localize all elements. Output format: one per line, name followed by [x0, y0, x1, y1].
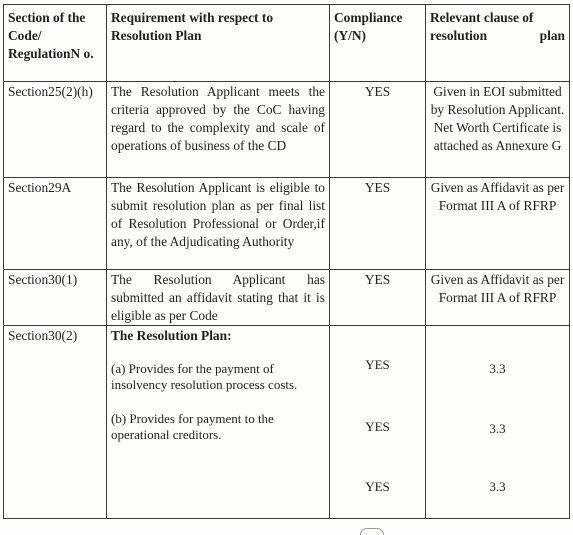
header-row — [4, 5, 570, 82]
clause-value: 3.3 — [489, 479, 506, 494]
page-edge-mark — [360, 528, 384, 535]
compliance-table — [3, 4, 570, 519]
table-row — [4, 326, 570, 519]
section-cell: Section29A — [4, 178, 107, 270]
compliance-cell: YES — [330, 178, 426, 270]
header-compliance: Compliance (Y/N) — [330, 5, 426, 82]
item-b-text: (b) Provides for payment to the operational creditors. — [111, 411, 274, 442]
header-section: Section of the Code/ RegulationN o. — [4, 5, 107, 82]
clause-cell: Given as Affidavit as per Format III A of RFRP — [426, 270, 570, 326]
compliance-value: YES — [365, 419, 390, 434]
table-row — [4, 270, 570, 326]
header-requirement: Requirement with respect to Resolution Plan — [107, 5, 330, 82]
section-cell: Section25(2)(h) — [4, 82, 107, 178]
compliance-cell — [330, 326, 426, 519]
compliance-value: YES — [365, 357, 390, 372]
section-cell: Section30(1) — [4, 270, 107, 326]
compliance-value: YES — [365, 479, 390, 494]
requirement-cell: The Resolution Applicant meets the criteria approved by the CoC having regard to the complexity and scale of operations of business of the CD — [107, 82, 330, 178]
compliance-cell: YES — [330, 82, 426, 178]
resolution-plan-title: The Resolution Plan: — [111, 328, 232, 343]
section-cell: Section30(2) — [4, 326, 107, 519]
clause-cell: Given in EOI submitted by Resolution Applicant. Net Worth Certificate is attached as Annexure G — [426, 82, 570, 178]
clause-value: 3.3 — [489, 421, 506, 436]
clause-cell: Given as Affidavit as per Format III A of RFRP — [426, 178, 570, 270]
requirement-cell — [107, 326, 330, 519]
requirement-cell: The Resolution Applicant is eligible to submit resolution plan as per final list of Resolution Professional or Order,if any, of the Adjudicating Authority — [107, 178, 330, 270]
clause-value: 3.3 — [489, 361, 506, 376]
item-a-text: (a) Provides for the payment of insolvency resolution process costs. — [111, 361, 298, 392]
header-clause: Relevant clause of resolution plan — [426, 5, 570, 82]
table-row — [4, 82, 570, 178]
clause-cell — [426, 326, 570, 519]
compliance-cell: YES — [330, 270, 426, 326]
requirement-cell: The Resolution Applicant has submitted an affidavit stating that it is eligible as per Code — [107, 270, 330, 326]
table-row — [4, 178, 570, 270]
